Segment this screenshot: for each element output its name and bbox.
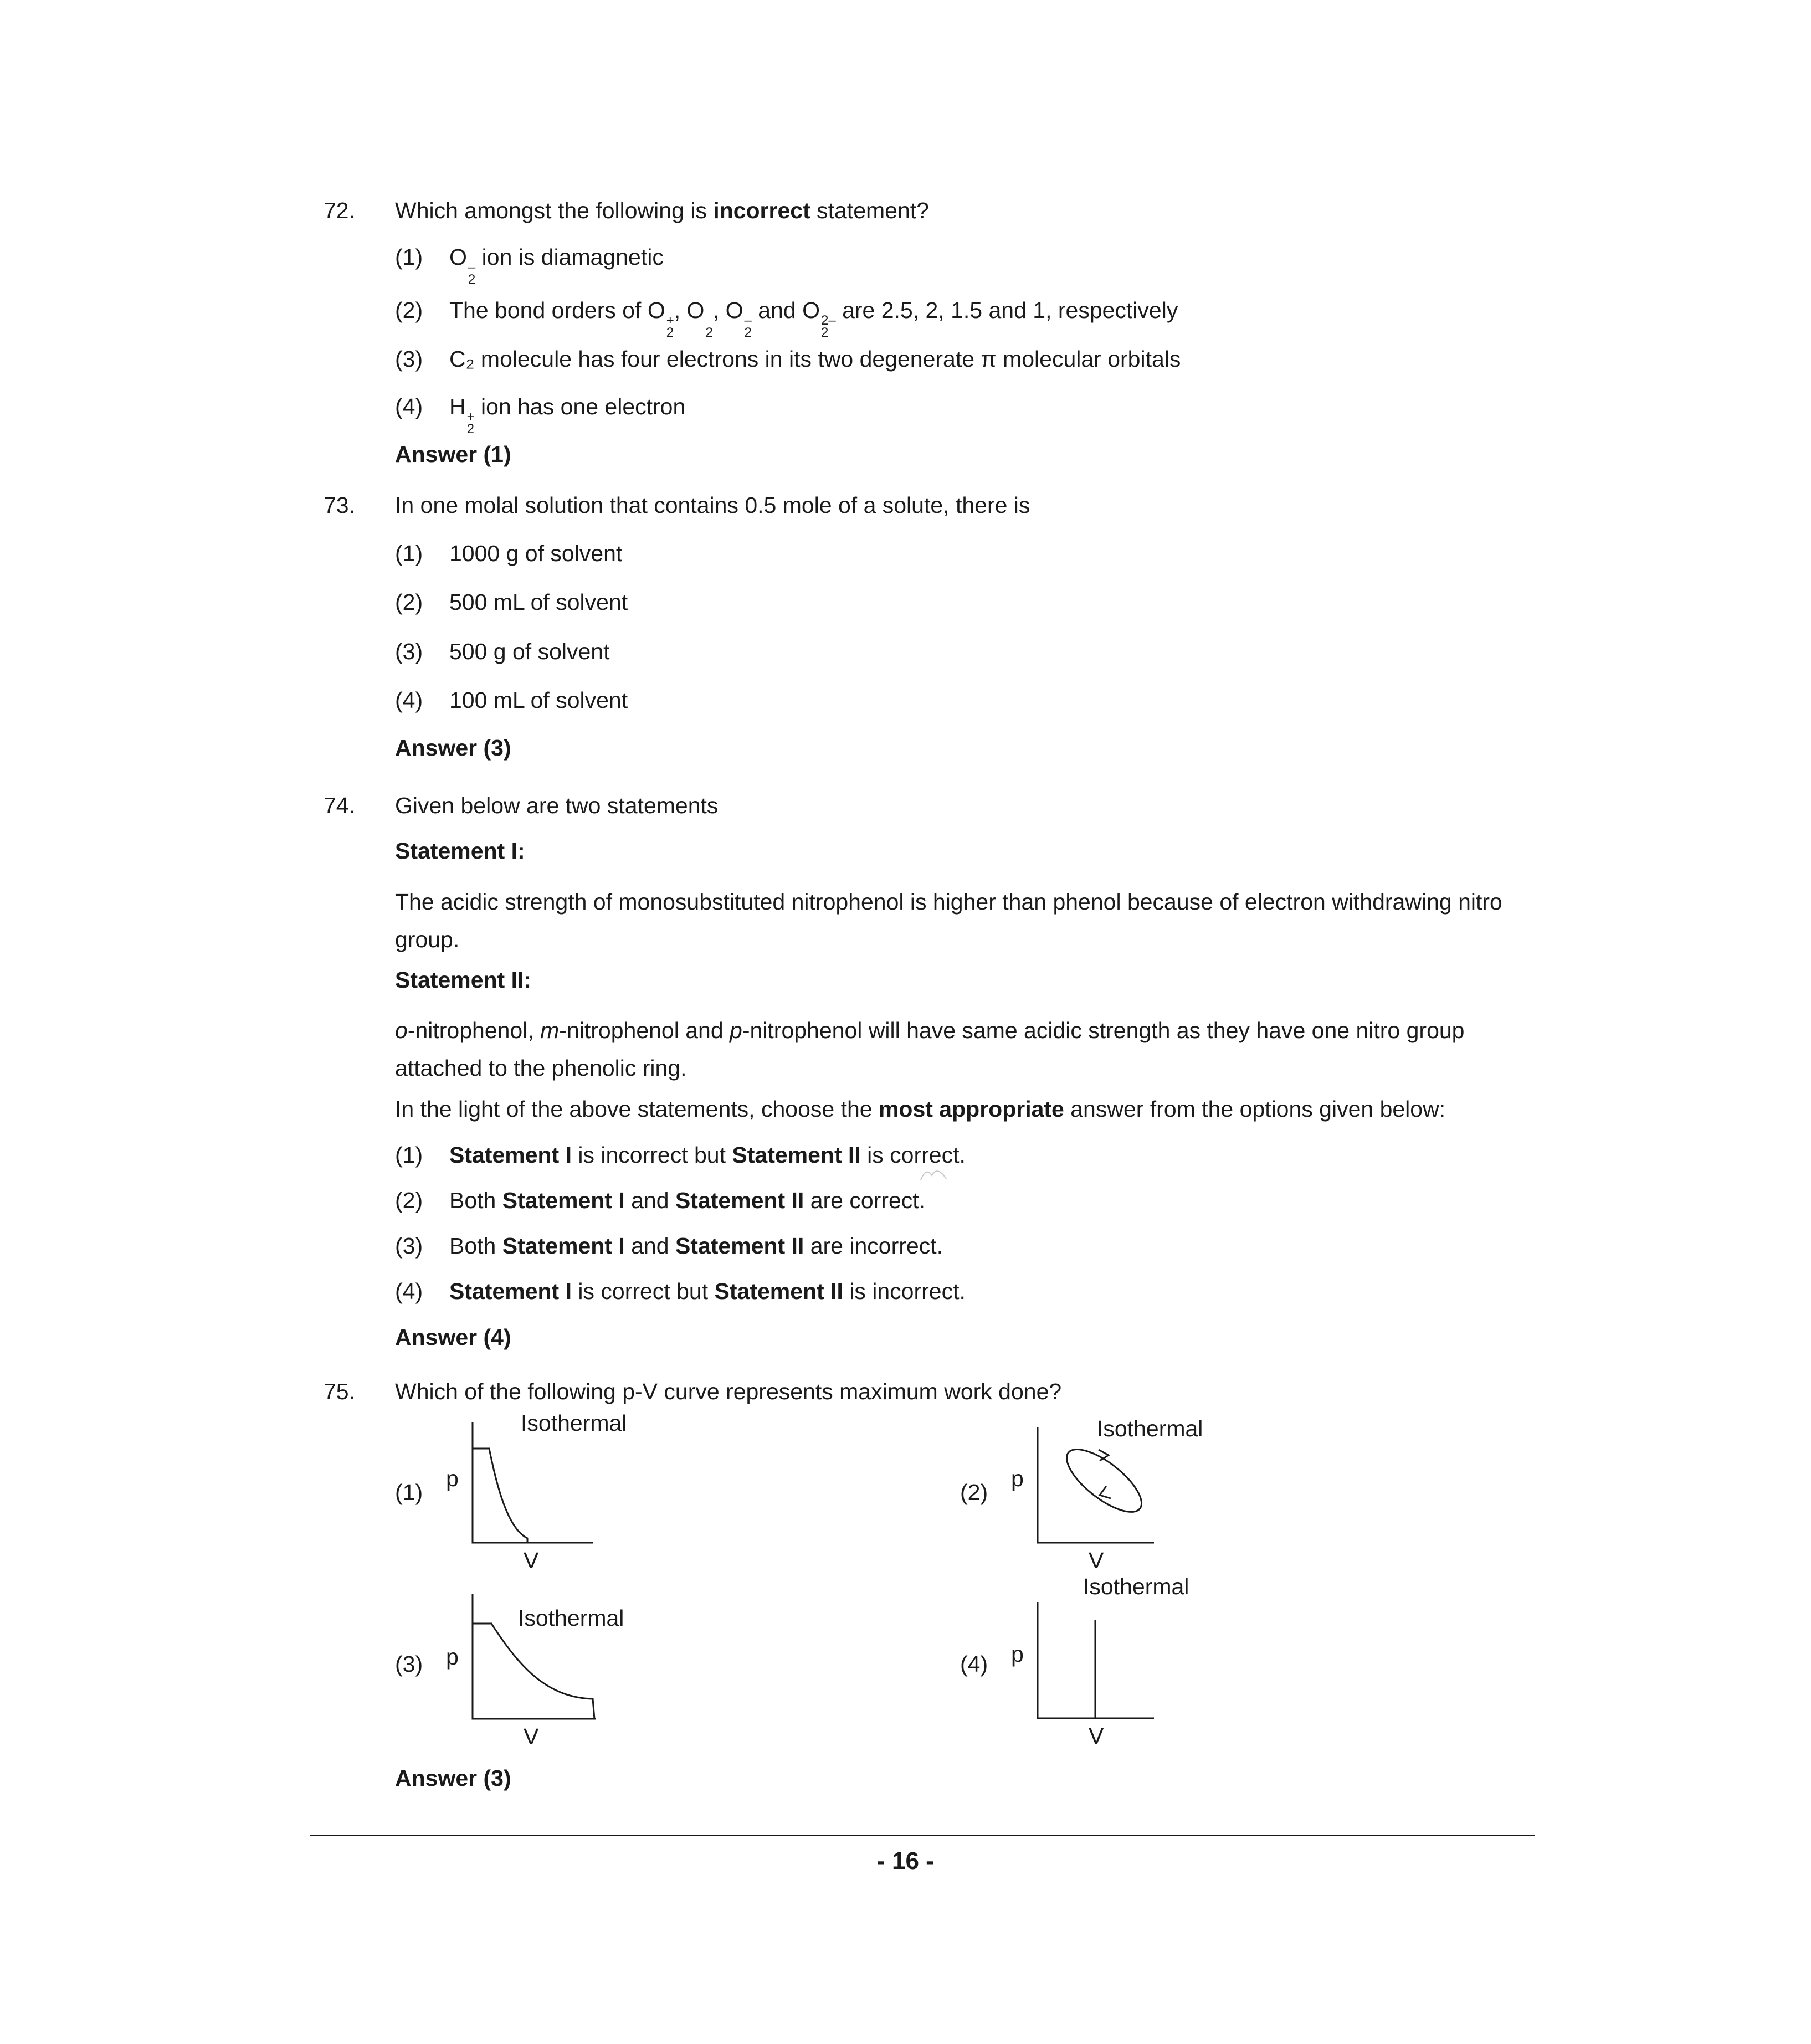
graph-1 <box>446 1410 627 1573</box>
answer: Answer (3) <box>395 1765 511 1791</box>
p-axis-label: p <box>1011 1641 1024 1667</box>
option-3: (3) C₂ molecule has four electrons in its two degenerate π molecular orbitals <box>395 346 1181 372</box>
pv-curve-3 <box>446 1581 612 1742</box>
graph-2 <box>1011 1415 1203 1576</box>
p-axis-label: p <box>446 1644 459 1670</box>
option-1-label: (1) <box>395 1480 423 1505</box>
graph-3 <box>446 1581 624 1749</box>
graph-4 <box>1011 1573 1189 1749</box>
option-2: (2) Both Statement I and Statement II are correct. <box>395 1188 926 1213</box>
p-axis-label: p <box>446 1466 459 1491</box>
footer-divider <box>310 1835 1535 1836</box>
graph-title: Isothermal <box>521 1410 627 1436</box>
question-stem: Which amongst the following is incorrect statement? <box>395 198 929 223</box>
pv-curve-1 <box>446 1410 612 1570</box>
option-2-label: (2) <box>960 1480 988 1505</box>
v-axis-label: V <box>524 1724 539 1749</box>
statement-1-text: The acidic strength of monosubstituted nitrophenol is higher than phenol because of electron withdrawing nitro group. <box>395 889 1502 952</box>
answer: Answer (1) <box>395 441 511 467</box>
answer: Answer (3) <box>395 735 511 761</box>
v-axis-label: V <box>1089 1548 1104 1573</box>
option-1: (1) O – 2 ion is diamagnetic <box>395 244 664 287</box>
pv-curve-4 <box>1011 1573 1188 1742</box>
answer: Answer (4) <box>395 1324 511 1350</box>
page-number: - 16 - <box>877 1847 934 1874</box>
statement-2-text: o-nitrophenol, m-nitrophenol and p-nitrophenol will have same acidic strength as they have one nitro group attached to the phenolic ring. <box>395 1018 1465 1081</box>
question-stem: In one molal solution that contains 0.5 mole of a solute, there is <box>395 492 1030 518</box>
option-4: (4) Statement I is correct but Statement II is incorrect. <box>395 1278 966 1304</box>
instruction: In the light of the above statements, choose the most appropriate answer from the options given below: <box>395 1096 1446 1122</box>
graph-title: Isothermal <box>518 1605 624 1631</box>
option-2: (2) 500 mL of solvent <box>395 589 628 615</box>
option-4-label: (4) <box>960 1651 988 1677</box>
option-3: (3) Both Statement I and Statement II are incorrect. <box>395 1233 943 1259</box>
option-1: (1) Statement I is incorrect but Statement II is correct. <box>395 1142 966 1168</box>
question-number: 75. <box>324 1379 355 1404</box>
h2-plus-formula: H + 2 <box>449 394 475 436</box>
option-3-label: (3) <box>395 1651 423 1677</box>
pv-curve-2 <box>1011 1415 1188 1576</box>
graph-title: Isothermal <box>1083 1574 1189 1599</box>
question-stem: Given below are two statements <box>395 793 719 818</box>
option-4: (4) 100 mL of solvent <box>395 687 628 713</box>
option-4: (4) H + 2 ion has one electron <box>395 394 686 436</box>
question-number: 74. <box>324 793 355 818</box>
question-number: 72. <box>324 198 355 223</box>
p-axis-label: p <box>1011 1466 1024 1491</box>
option-2: (2) The bond orders of O + 2 , O 2 , O – 2 and O 2– 2 are 2.5, 2, 1.5 and 1, respectively <box>395 297 1178 340</box>
statement-1-heading: Statement I: <box>395 838 525 864</box>
v-axis-label: V <box>1089 1723 1104 1749</box>
option-1: (1) 1000 g of solvent <box>395 541 623 566</box>
question-stem: Which of the following p-V curve represents maximum work done? <box>395 1379 1062 1404</box>
o2-minus-formula: O – 2 <box>449 244 476 287</box>
pen-mark <box>919 1163 952 1185</box>
option-3: (3) 500 g of solvent <box>395 639 610 664</box>
graph-title: Isothermal <box>1097 1416 1203 1441</box>
statement-2-heading: Statement II: <box>395 967 532 993</box>
question-number: 73. <box>324 492 355 518</box>
v-axis-label: V <box>524 1548 539 1573</box>
